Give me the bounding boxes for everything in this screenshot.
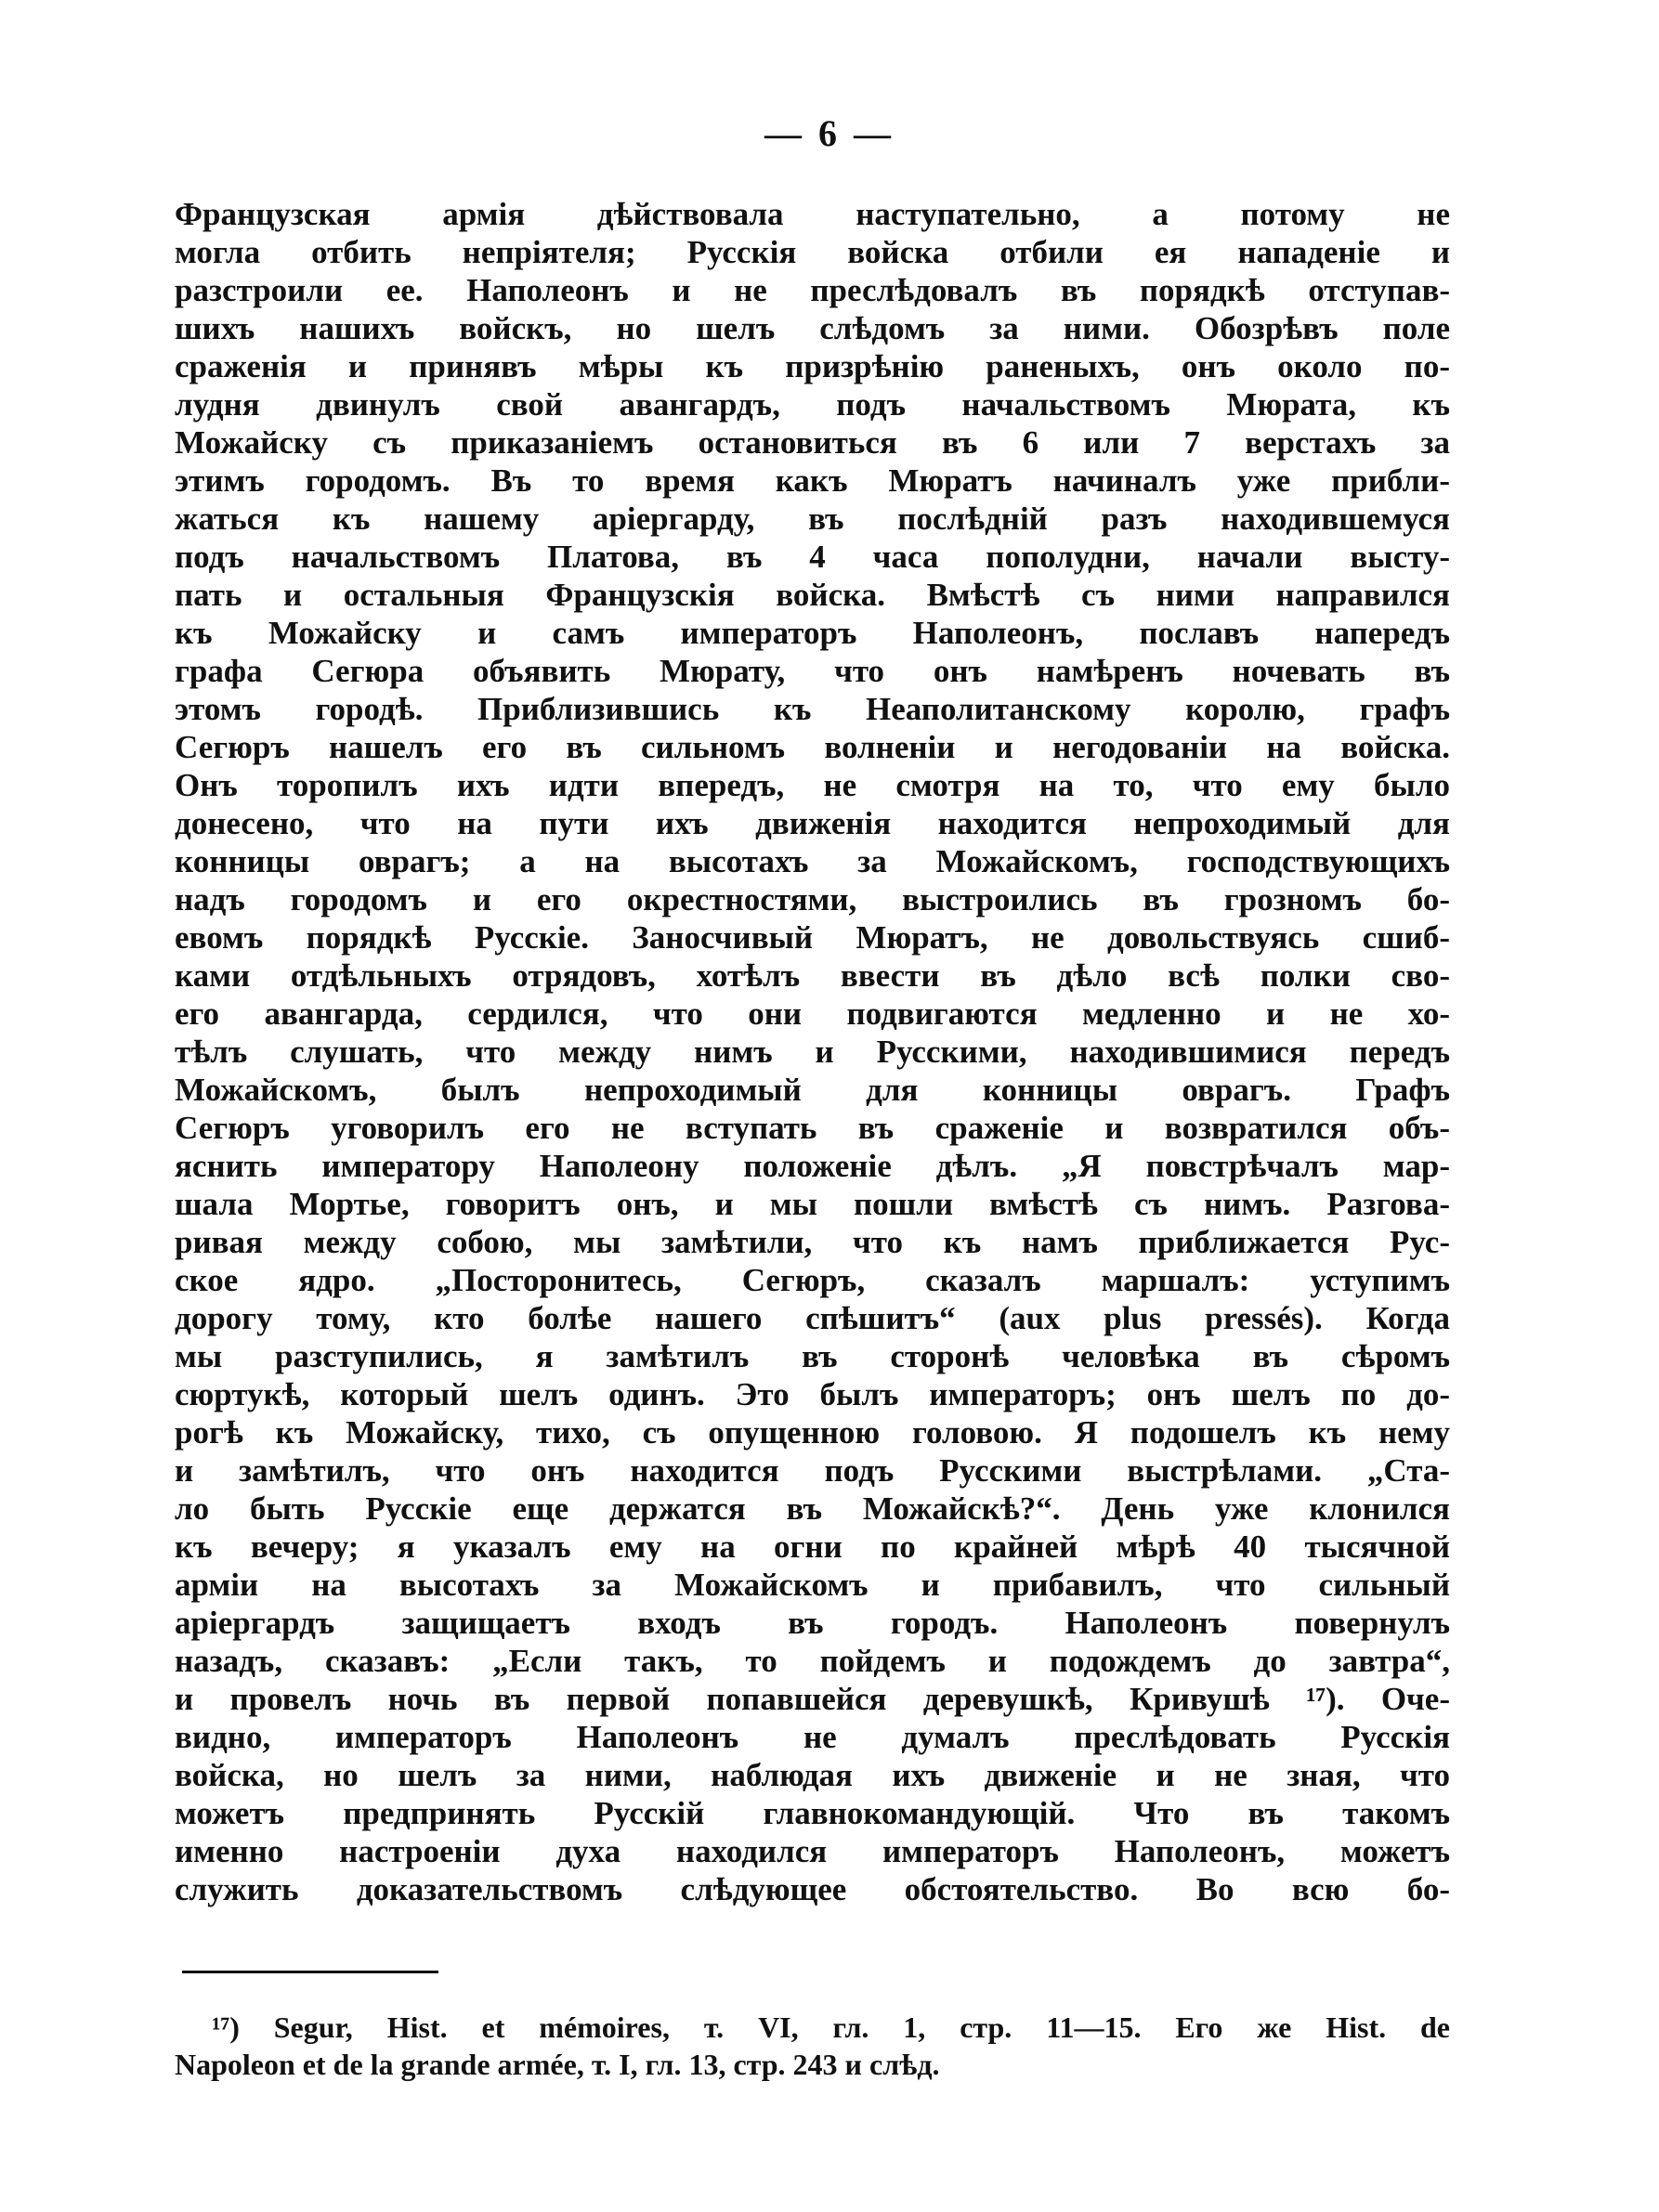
body-text (175, 195, 1450, 1908)
body-line: шихъ нашихъ войскъ, но шелъ слѣдомъ за ними. Обозрѣвъ поле (175, 310, 1450, 346)
body-line: лудня двинулъ свой авангардъ, подъ начальствомъ Мюрата, къ (175, 386, 1450, 423)
body-line: сраженія и принявъ мѣры къ призрѣнію раненыхъ, онъ около по- (175, 348, 1450, 384)
body-line: ривая между собою, мы замѣтили, что къ намъ приближается Рус- (175, 1224, 1450, 1260)
body-line: разстроили ее. Наполеонъ и не преслѣдовалъ въ порядкѣ отступав- (175, 272, 1450, 308)
footnote-divider (182, 1971, 438, 1973)
body-line: могла отбить непріятеля; Русскія войска отбили ея нападеніе и (175, 234, 1450, 270)
body-line: къ вечеру; я указалъ ему на огни по крайней мѣрѣ 40 тысячной (175, 1529, 1450, 1565)
body-line: графа Сегюра объявить Мюрату, что онъ намѣренъ ночевать въ (175, 653, 1450, 689)
body-line: ло быть Русскіе еще держатся въ Можайскѣ?“. День уже клонился (175, 1490, 1450, 1527)
body-line: войска, но шелъ за ними, наблюдая ихъ движеніе и не зная, что (175, 1757, 1450, 1793)
body-line: конницы оврагъ; а на высотахъ за Можайскомъ, господствующихъ (175, 843, 1450, 879)
body-line: мы разступились, я замѣтилъ въ сторонѣ человѣка въ сѣромъ (175, 1338, 1450, 1374)
body-line: Можайскомъ, былъ непроходимый для конницы оврагъ. Графъ (175, 1072, 1450, 1108)
body-line: аріергардъ защищаетъ входъ въ городъ. Наполеонъ повернулъ (175, 1605, 1450, 1641)
body-line: донесено, что на пути ихъ движенія находится непроходимый для (175, 805, 1450, 841)
body-line: и замѣтилъ, что онъ находится подъ Русскими выстрѣлами. „Ста- (175, 1452, 1450, 1489)
body-line: шала Мортье, говоритъ онъ, и мы пошли вмѣстѣ съ нимъ. Разгова- (175, 1186, 1450, 1222)
body-line: назадъ, сказавъ: „Если такъ, то пойдемъ и подождемъ до завтра“, (175, 1643, 1450, 1679)
body-line: ками отдѣльныхъ отрядовъ, хотѣлъ ввести въ дѣло всѣ полки сво- (175, 957, 1450, 994)
body-line: можетъ предпринять Русскій главнокомандующій. Что въ такомъ (175, 1795, 1450, 1831)
body-line: жаться къ нашему аріергарду, въ послѣдній разъ находившемуся (175, 501, 1450, 537)
body-line: ское ядро. „Посторонитесь, Сегюръ, сказалъ маршалъ: уступимъ (175, 1262, 1450, 1298)
body-line: Сегюръ уговорилъ его не вступать въ сраженіе и возвратился объ- (175, 1110, 1450, 1146)
body-line: евомъ порядкѣ Русскіе. Заносчивый Мюратъ, не довольствуясь сшиб- (175, 919, 1450, 956)
body-line: яснить императору Наполеону положеніе дѣлъ. „Я повстрѣчалъ мар- (175, 1148, 1450, 1184)
body-line: арміи на высотахъ за Можайскомъ и прибавилъ, что сильный (175, 1567, 1450, 1603)
body-line: сюртукѣ, который шелъ одинъ. Это былъ императоръ; онъ шелъ по до- (175, 1376, 1450, 1412)
body-line: подъ начальствомъ Платова, въ 4 часа пополудни, начали высту- (175, 539, 1450, 575)
body-line: его авангарда, сердился, что они подвигаются медленно и не хо- (175, 995, 1450, 1032)
body-line: именно настроеніи духа находился императоръ Наполеонъ, можетъ (175, 1833, 1450, 1869)
body-line: къ Можайску и самъ императоръ Наполеонъ, пославъ напередъ (175, 615, 1450, 651)
body-line: служить доказательствомъ слѣдующее обстоятельство. Во всю бо- (175, 1871, 1450, 1907)
body-line: этомъ городѣ. Приблизившись къ Неаполитанскому королю, графъ (175, 691, 1450, 727)
footnote-line: Napoleon et de la grande armée, т. I, гл. 13, стр. 243 и слѣд. (175, 2048, 940, 2081)
body-line: этимъ городомъ. Въ то время какъ Мюратъ начиналъ уже прибли- (175, 462, 1450, 499)
body-line: Онъ торопилъ ихъ идти впередъ, не смотря на то, что ему было (175, 767, 1450, 803)
body-line: Можайску съ приказаніемъ остановиться въ 6 или 7 верстахъ за (175, 424, 1450, 461)
body-line: и провелъ ночь въ первой попавшейся деревушкѣ, Кривушѣ ¹⁷). Оче- (175, 1681, 1450, 1717)
body-line: надъ городомъ и его окрестностями, выстроились въ грозномъ бо- (175, 881, 1450, 917)
body-line: дорогу тому, кто болѣе нашего спѣшитъ“ (aux plus pressés). Когда (175, 1300, 1450, 1336)
body-line: Французская армія дѣйствовала наступательно, а потому не (175, 196, 1450, 232)
footnote-line: ¹⁷) Segur, Hist. et mémoires, т. VI, гл. 1, стр. 11—15. Его же Hist. de (212, 2010, 1450, 2044)
body-line: тѣлъ слушать, что между нимъ и Русскими, находившимися передъ (175, 1034, 1450, 1070)
body-line: Сегюръ нашелъ его въ сильномъ волненіи и негодованіи на войска. (175, 729, 1450, 765)
body-line: видно, императоръ Наполеонъ не думалъ преслѣдовать Русскія (175, 1719, 1450, 1755)
footnotes (175, 2009, 1450, 2083)
body-line: пать и остальныя Французскія войска. Вмѣстѣ съ ними направился (175, 577, 1450, 613)
page-number: — 6 — (764, 112, 895, 154)
body-line: рогѣ къ Можайску, тихо, съ опущенною головою. Я подошелъ къ нему (175, 1414, 1450, 1451)
